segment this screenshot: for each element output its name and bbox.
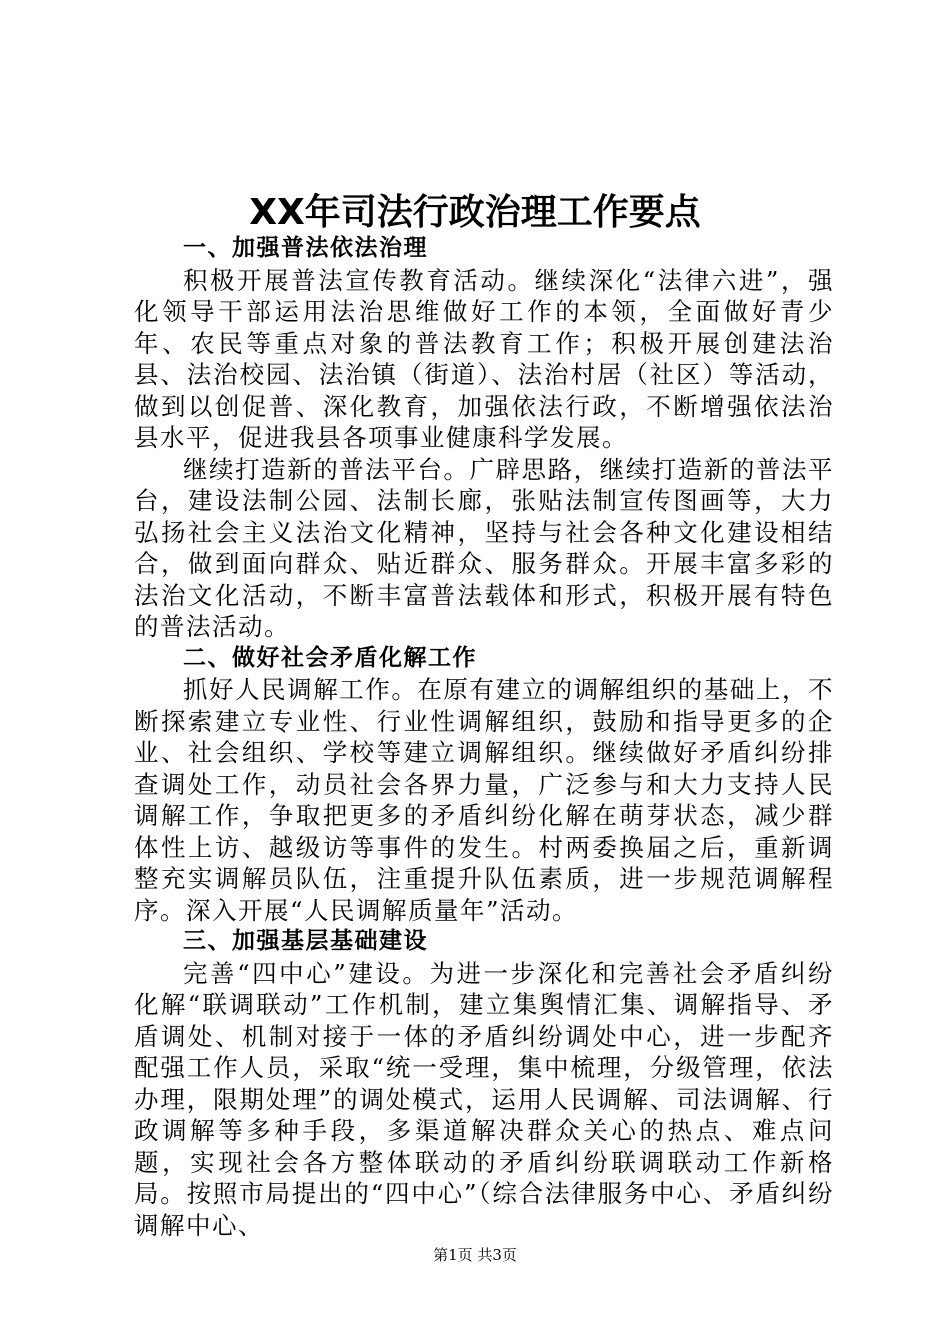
section-3 <box>134 926 834 1241</box>
section-1 <box>134 233 834 643</box>
section-heading: 三、加强基层基础建设 <box>183 928 428 954</box>
paragraph: 积极开展普法宣传教育活动。继续深化“法律六进”，强化领导干部运用法治思维做好工作的本领，全面做好青少年、农民等重点对象的普法教育工作；积极开展创建法治县、法治校园、法治镇（街道）、法治村居（社区）等活动，做到以创促普、深化教育，加强依法行政，不断增强依法治县水平，促进我县各项事业健康科学发展。 <box>134 265 834 452</box>
section-2 <box>134 643 834 927</box>
page-footer: 第1页 共3页 <box>433 1246 517 1264</box>
section-heading: 一、加强普法依法治理 <box>183 235 428 261</box>
section-heading: 二、做好社会矛盾化解工作 <box>183 644 477 671</box>
document-body <box>134 233 834 1241</box>
paragraph: 完善“四中心”建设。为进一步深化和完善社会矛盾纠纷化解“联调联动”工作机制，建立集舆情汇集、调解指导、矛盾调处、机制对接于一体的矛盾纠纷调处中心，进一步配齐配强工作人员，采取“统一受理，集中梳理，分级管理，依法办理，限期处理”的调处模式，运用人民调解、司法调解、行政调解等多种手段，多渠道解决群众关心的热点、难点问题，实现社会各方整体联动的矛盾纠纷联调联动工作新格局。按照市局提出的“四中心”（综合法律服务中心、矛盾纠纷调解中心、 <box>134 958 834 1240</box>
document-title: XX年司法行政治理工作要点 <box>249 192 701 233</box>
paragraph: 抓好人民调解工作。在原有建立的调解组织的基础上，不断探索建立专业性、行业性调解组织，鼓励和指导更多的企业、社会组织、学校等建立调解组织。继续做好矛盾纠纷排查调处工作，动员社会各界力量，广泛参与和大力支持人民调解工作，争取把更多的矛盾纠纷化解在萌芽状态，减少群体性上访、越级访等事件的发生。村两委换届之后，重新调整充实调解员队伍，注重提升队伍素质，进一步规范调解程序。深入开展“人民调解质量年”活动。 <box>134 675 834 925</box>
paragraph: 继续打造新的普法平台。广辟思路，继续打造新的普法平台，建设法制公园、法制长廊，张贴法制宣传图画等，大力弘扬社会主义法治文化精神，坚持与社会各种文化建设相结合，做到面向群众、贴近群众、服务群众。开展丰富多彩的法治文化活动，不断丰富普法载体和形式，积极开展有特色的普法活动。 <box>134 454 834 641</box>
